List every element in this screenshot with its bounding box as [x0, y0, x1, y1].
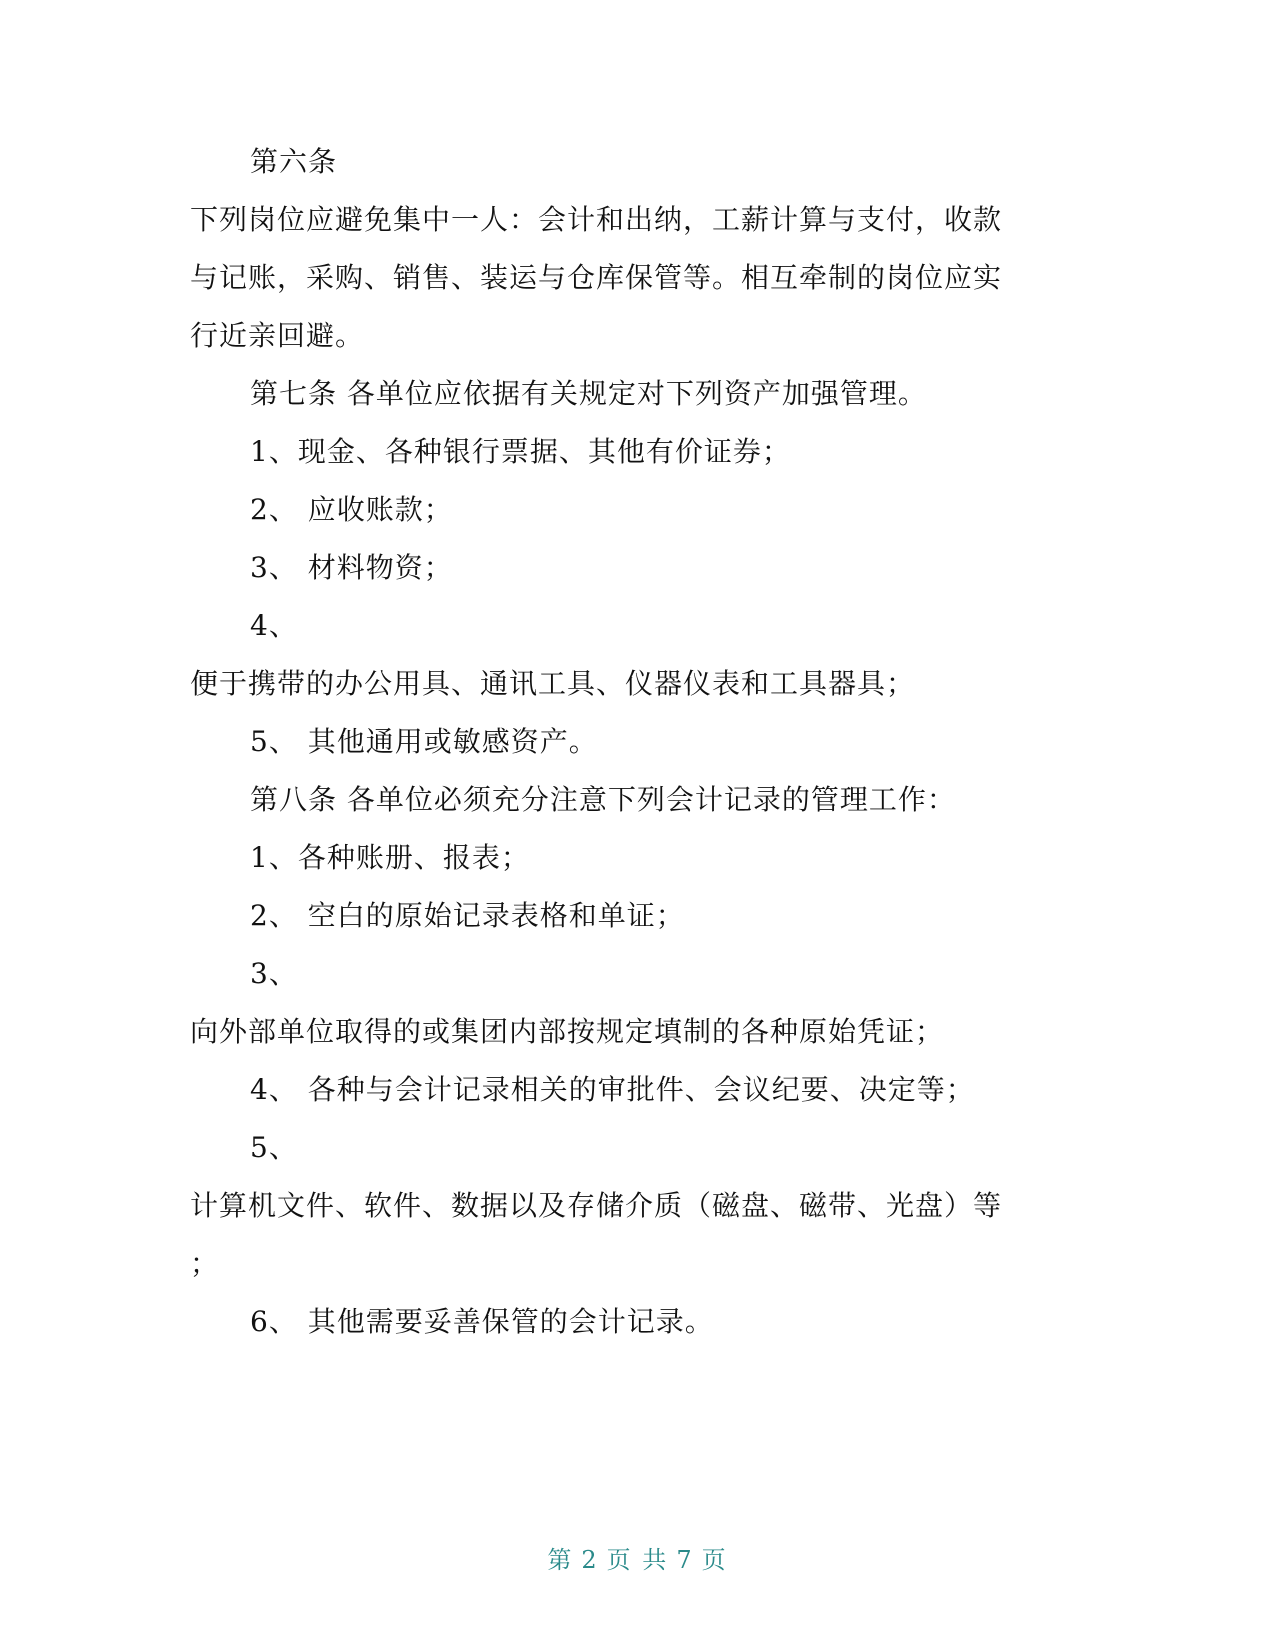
paragraph-line: 与记账，采购、销售、装运与仓库保管等。相互牵制的岗位应实	[190, 261, 1003, 294]
article-8-heading: 第八条 各单位必须充分注意下列会计记录的管理工作：	[250, 783, 956, 816]
list-item-number: 4、	[250, 609, 298, 642]
current-page-number: 2	[581, 1546, 599, 1574]
total-pages-number: 7	[676, 1546, 694, 1574]
list-item: 4、 各种与会计记录相关的审批件、会议纪要、决定等；	[250, 1073, 975, 1106]
article-6-heading: 第六条	[250, 145, 338, 178]
list-item-text: 计算机文件、软件、数据以及存储介质（磁盘、磁带、光盘）等	[190, 1189, 1003, 1222]
paragraph-line: 行近亲回避。	[190, 319, 365, 352]
page-label-mid: 页 共	[606, 1546, 669, 1574]
list-item-text: 便于携带的办公用具、通讯工具、仪器仪表和工具器具；	[190, 667, 916, 700]
list-item-text: 向外部单位取得的或集团内部按规定填制的各种原始凭证；	[190, 1015, 945, 1048]
page-label-pre: 第	[547, 1546, 574, 1574]
list-item: 2、 应收账款；	[250, 493, 453, 526]
list-item-number: 3、	[250, 957, 298, 990]
list-item: 5、 其他通用或敏感资产。	[250, 725, 598, 758]
page-label-post: 页	[701, 1546, 728, 1574]
list-item: 1、现金、各种银行票据、其他有价证券；	[250, 435, 791, 468]
list-item: 1、各种账册、报表；	[250, 841, 530, 874]
list-item-text: ；	[190, 1247, 220, 1280]
list-item: 6、 其他需要妥善保管的会计记录。	[250, 1305, 714, 1338]
list-item: 2、 空白的原始记录表格和单证；	[250, 899, 685, 932]
list-item-number: 5、	[250, 1131, 298, 1164]
list-item: 3、 材料物资；	[250, 551, 453, 584]
page-footer	[0, 1544, 1275, 1576]
article-7-heading: 第七条 各单位应依据有关规定对下列资产加强管理。	[250, 377, 927, 410]
paragraph-line: 下列岗位应避免集中一人：会计和出纳，工薪计算与支付，收款	[190, 203, 1003, 236]
